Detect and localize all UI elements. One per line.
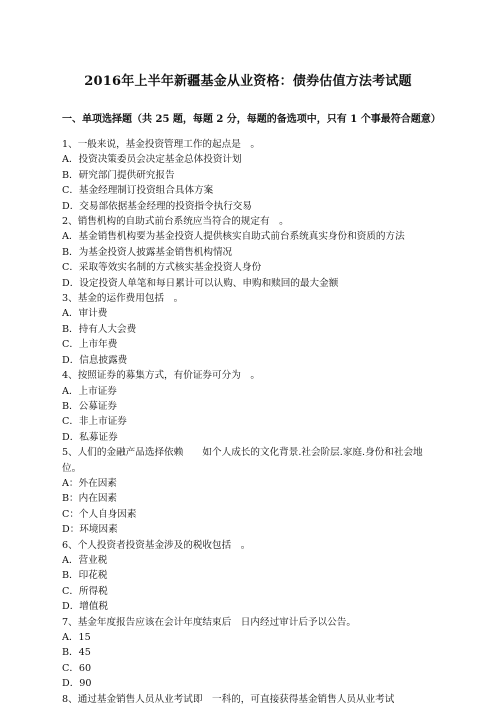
answer-option: C．基金经理制订投资组合具体方案: [62, 185, 214, 197]
answer-option: C．所得税: [62, 585, 108, 597]
answer-option: A．上市证券: [62, 385, 117, 397]
answer-option: A．15: [62, 632, 91, 643]
question-text: 8、通过基金销售人员从业考试即 一科的，可直接获得基金销售人员从业考试: [62, 693, 395, 705]
document-title: 2016年上半年新疆基金从业资格：债券估值方法考试题: [84, 74, 412, 89]
question-text: 4、按照证券的募集方式，有价证券可分为 。: [62, 370, 260, 382]
answer-option: D．设定投资人单笔和每日累计可以认购、申购和赎回的最大金额: [62, 277, 339, 289]
answer-option: B：内在因素: [62, 493, 118, 505]
question-text: 6、个人投资者投资基金涉及的税收包括 。: [62, 539, 251, 551]
question-text: 5、人们的金融产品选择依赖 如个人成长的文化背景.社会阶层.家庭.身份和社会地位。: [62, 447, 423, 474]
answer-option: C．上市年费: [62, 339, 118, 351]
answer-option: A．投资决策委员会决定基金总体投资计划: [62, 154, 242, 166]
question-text: 7、基金年度报告应该在会计年度结束后 日内经过审计后予以公告。: [62, 616, 356, 628]
answer-option: D．90: [62, 678, 92, 690]
answer-option: A．审计费: [62, 308, 108, 320]
question-text: 1、一般来说，基金投资管理工作的起点是 。: [62, 139, 260, 150]
answer-option: D：环境因素: [62, 524, 118, 536]
answer-option: C．非上市证券: [62, 416, 127, 428]
question-text: 3、基金的运作费用包括 。: [62, 293, 184, 305]
answer-option: A．基金销售机构要为基金投资人提供核实自助式前台系统真实身份和资质的方法: [62, 231, 405, 243]
answer-option: D．交易部依据基金经理的投资指令执行交易: [62, 200, 252, 212]
question-list: [62, 137, 438, 707]
answer-option: B．为基金投资人披露基金销售机构情况: [62, 246, 233, 258]
answer-option: D．信息披露费: [62, 354, 128, 366]
answer-option: D．增值税: [62, 601, 109, 613]
answer-option: A：外在因素: [62, 477, 117, 489]
answer-option: B．公募证券: [62, 400, 118, 412]
answer-option: C：个人自身因素: [62, 508, 137, 520]
answer-option: B．研究部门提供研究报告: [62, 169, 175, 181]
answer-option: D．私募证券: [62, 431, 118, 443]
answer-option: B．持有人大会费: [62, 323, 137, 335]
answer-option: A．营业税: [62, 554, 108, 566]
answer-option: C．60: [62, 662, 92, 674]
answer-option: C．采取等效实名制的方式核实基金投资人身份: [62, 262, 262, 274]
question-text: 2、销售机构的自助式前台系统应当符合的规定有 。: [62, 216, 289, 228]
answer-option: B．印花税: [62, 570, 108, 582]
section-heading: 一、单项选择题（共 25 题，每题 2 分，每题的备选项中，只有 1 个事最符合题意）: [62, 114, 441, 125]
answer-option: B．45: [62, 647, 91, 659]
